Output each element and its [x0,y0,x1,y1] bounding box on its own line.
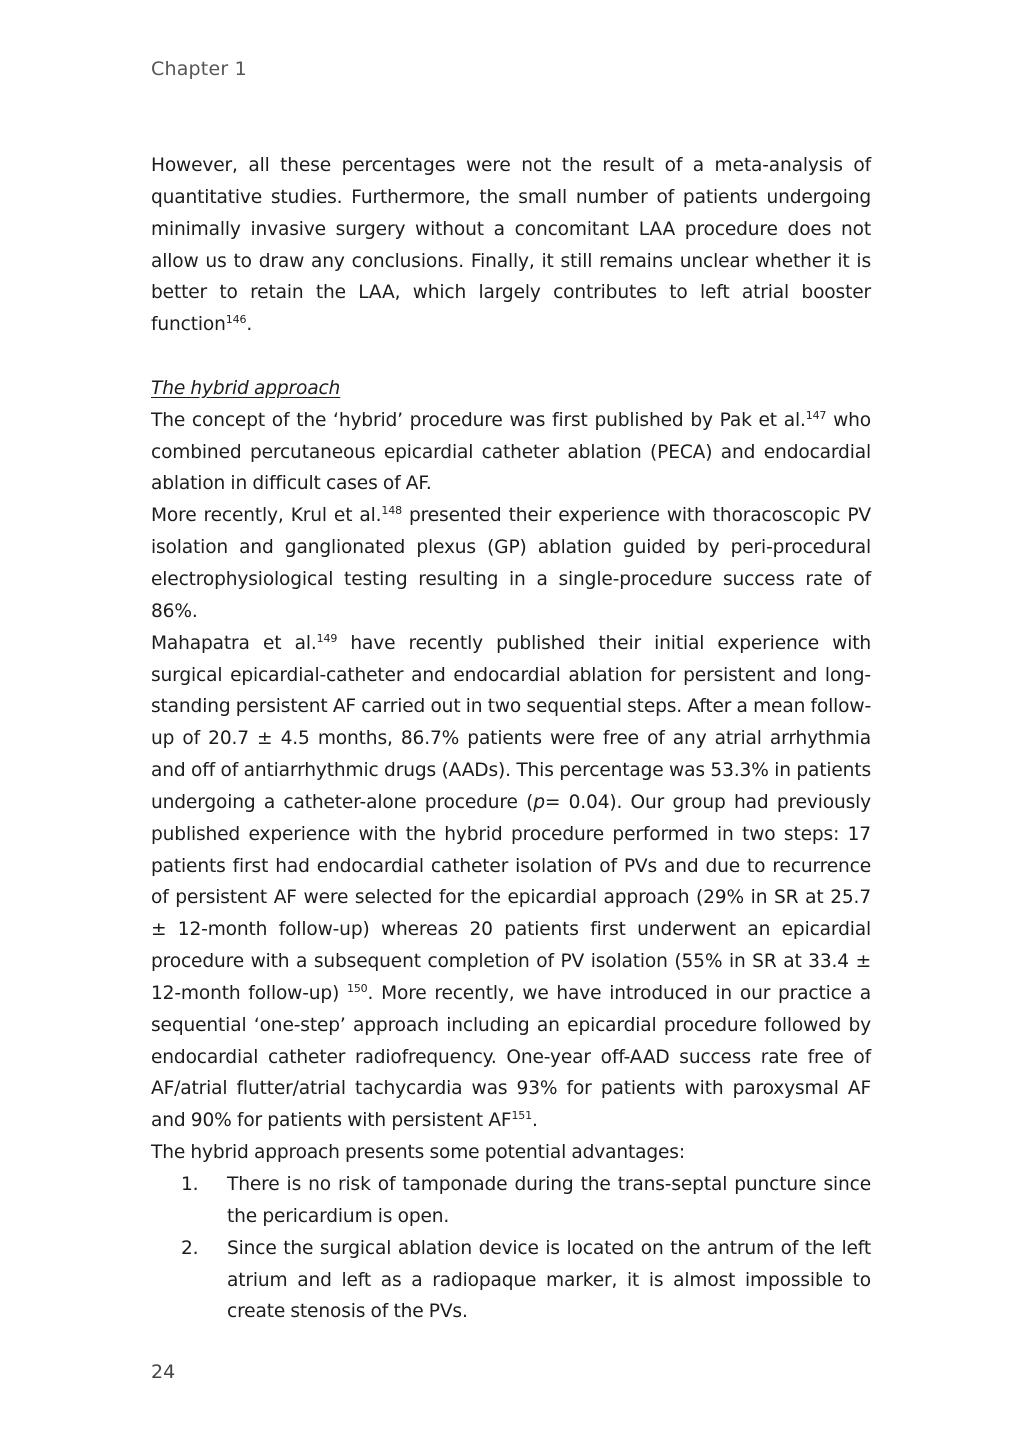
citation-ref: 149 [316,631,338,645]
list-item [151,1169,871,1233]
list-item [151,1233,871,1329]
citation-ref: 150 [346,981,368,995]
paragraph-text: who combined percutaneous epicardial catheter ablation (PECA) and endocardial ablation in difficult cases of AF. [151,409,871,495]
paragraph-text: = 0.04). Our group had previously published experience with the hybrid procedure performed in two steps: 17 patients first had endocardial catheter isolation of PVs and due to recurrence of persistent AF were selected for the epicardial approach (29% in SR at 25.7 ± 12-month follow-up) whereas 20 patients first underwent an epicardial procedure with a subsequent completion of PV isolation (55% in SR at 33.4 ± 12-month follow-up) [151,791,871,1004]
list-item-number: 1. [181,1174,199,1195]
running-header: Chapter 1 [151,58,247,80]
p-value-symbol: p [533,791,545,813]
intro-paragraph-text: However, all these percentages were not the result of a meta-analysis of quantitative studies. Furthermore, the small number of patients undergoing minimally invasive surgery without a concomitant LAA procedure does not allow us to draw any conclusions. Finally, it still remains unclear whether it is better to retain the LAA, which largely contributes to left atrial booster function [151,155,871,336]
paragraph-text: presented their experience with thoracoscopic PV isolation and ganglionated plexus (GP) ablation guided by peri-procedural electrophysiological testing resulting in a single-procedure success rate of 86%. [151,505,871,622]
intro-paragraph [151,150,871,341]
list-item-text: Since the surgical ablation device is located on the antrum of the left atrium and left as a radiopaque marker, it is almost impossible to create stenosis of the PVs. [227,1237,871,1323]
section-spacer [151,341,871,373]
paragraph-krul [151,500,871,627]
citation-ref: 146 [225,313,247,327]
paragraph-mahapatra [151,628,871,1138]
paragraph-text: . More recently, we have introduced in our practice a sequential ‘one-step’ approach including an epicardial procedure followed by endocardial catheter radiofrequency. One-year off-AAD success rate free of AF/atrial flutter/atrial tachycardia was 93% for patients with paroxysmal AF and 90% for patients with persistent AF [151,982,871,1132]
citation-ref: 148 [381,504,402,518]
section-heading: The hybrid approach [151,377,341,399]
paragraph-text: More recently, Krul et al. [151,505,382,527]
sentence-end: . [532,1110,538,1132]
paragraph-advantages-intro: The hybrid approach presents some potential advantages: [151,1142,685,1164]
citation-ref: 151 [511,1109,532,1123]
paragraph-text: Mahapatra et al. [151,632,317,654]
sentence-end: . [246,314,253,336]
paragraph-text: have recently published their initial experience with surgical epicardial-catheter and endocardial ablation for persistent and long-standing persistent AF carried out in two sequential steps. After a mean follow-up of 20.7 ± 4.5 months, 86.7% patients were free of any atrial arrhythmia and off of antiarrhythmic drugs (AADs). This percentage was 53.3% in patients undergoing a catheter-alone procedure ( [151,632,872,813]
advantages-list [151,1169,871,1328]
list-item-text: There is no risk of tamponade during the trans-septal puncture since the pericardium is open. [227,1174,871,1227]
paragraph-hybrid-concept [151,405,871,501]
page-body [151,150,871,1328]
page-number: 24 [151,1361,176,1383]
list-item-number: 2. [181,1237,199,1259]
citation-ref: 147 [805,408,827,422]
paragraph-text: The concept of the ‘hybrid’ procedure was first published by Pak et al. [151,409,806,431]
